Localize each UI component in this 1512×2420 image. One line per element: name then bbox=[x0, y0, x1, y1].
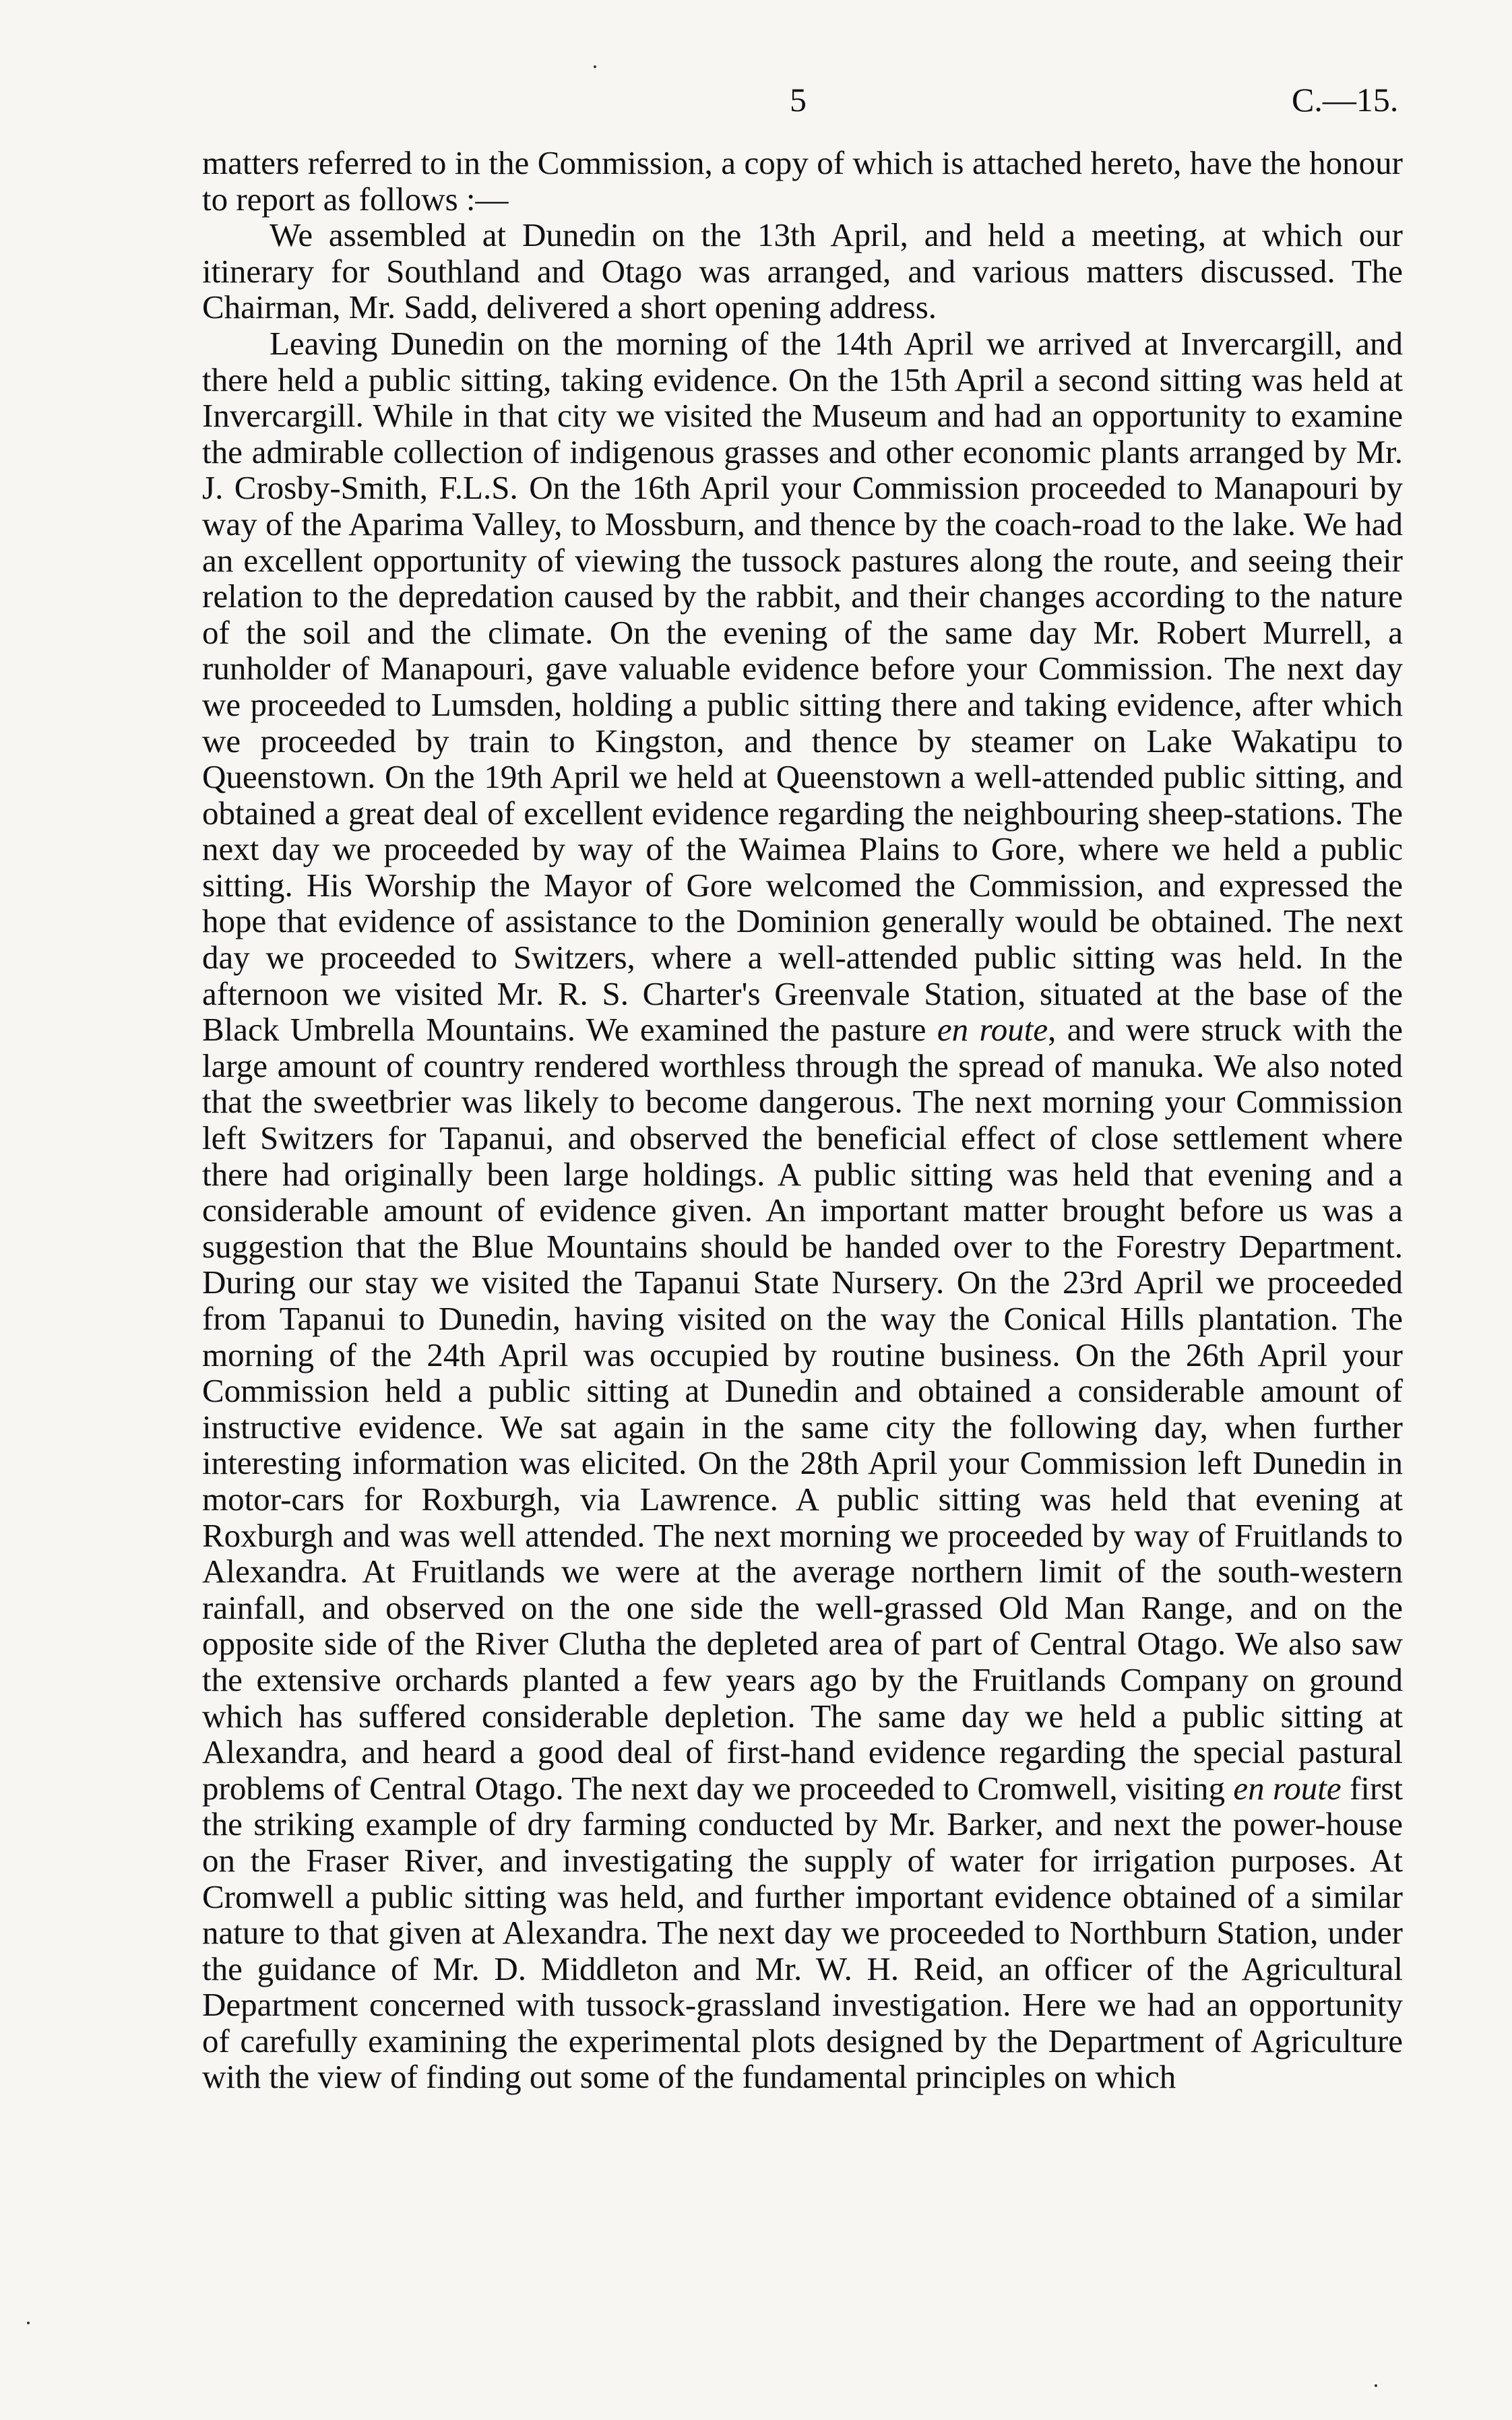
paragraph-assembly: We assembled at Dunedin on the 13th April, and held a meeting, at which our itinerary for Southland and Otago was arranged, and various matters discussed. The Chairman, Mr. Sadd, delivered a short opening address. bbox=[202, 216, 1403, 326]
paragraph-itinerary bbox=[202, 325, 1403, 2095]
scan-speck bbox=[594, 65, 596, 68]
report-body bbox=[202, 145, 1403, 2095]
document-reference: C.—15. bbox=[1292, 81, 1399, 119]
paragraph-intro: matters referred to in the Commission, a copy of which is attached hereto, have the honour to report as follows :— bbox=[202, 144, 1403, 218]
itinerary-text-part-3: first the striking example of dry farming conducted by Mr. Barker, and next the power-house on the Fraser River, and investigating the supply of water for irrigation purposes. At Cromwell a public sitting was held, and further important evidence obtained of a similar nature to that given at Alexandra. The next day we proceeded to Northburn Station, under the guidance of Mr. D. Middleton and Mr. W. H. Reid, an officer of the Agricultural Department concerned with tussock-grassland investigation. Here we had an opportunity of carefully examining the experimental plots designed by the Department of Agriculture with the view of finding out some of the fundamental principles on which bbox=[202, 1769, 1404, 2096]
itinerary-italic-en-route-1: en route bbox=[937, 1011, 1048, 1049]
scan-speck bbox=[27, 2322, 30, 2324]
page-number: 5 bbox=[790, 81, 807, 119]
itinerary-text-part-1: Leaving Dunedin on the morning of the 14th April we arrived at Invercargill, and there held a public sitting, taking evidence. On the 15th April a second sitting was held at Invercargill. While in that city we visited the Museum and had an opportunity to examine the admirable collection of indigenous grasses and other economic plants arranged by Mr. J. Crosby-Smith, F.L.S. On the 16th April your Commission proceeded to Manapouri by way of the Aparima Valley, to Mossburn, and thence by the coach-road to the lake. We had an excellent opportunity of viewing the tussock pastures along the route, and seeing their relation to the depredation caused by the rabbit, and their changes according to the nature of the soil and the climate. On the evening of the same day Mr. Robert Murrell, a runholder of Manapouri, gave valuable evidence before your Commission. The next day we proceeded to Lumsden, holding a public sitting there and taking evidence, after which we proceeded by train to Kingston, and thence by steamer on Lake Wakatipu to Queenstown. On the 19th April we held at Queenstown a well-attended public sitting, and obtained a great deal of excellent evidence regarding the neighbouring sheep-stations. The next day we proceeded by way of the Waimea Plains to Gore, where we held a public sitting. His Worship the Mayor of Gore welcomed the Commission, and expressed the hope that evidence of assistance to the Dominion generally would be obtained. The next day we proceeded to Switzers, where a well-attended public sitting was held. In the afternoon we visited Mr. R. S. Charter's Greenvale Station, situated at the base of the Black Umbrella Mountains. We examined the pasture bbox=[202, 324, 1403, 1049]
itinerary-italic-en-route-2: en route bbox=[1233, 1769, 1342, 1807]
scan-speck bbox=[1375, 2384, 1377, 2387]
itinerary-text-part-2: , and were struck with the large amount of country rendered worthless through the spread of manuka. We also noted that the sweetbrier was likely to become dangerous. The next morning your Commission left Switzers for Tapanui, and observed the beneficial effect of close settlement where there had originally been large holdings. A public sitting was held that evening and a considerable amount of evidence given. An important matter brought before us was a suggestion that the Blue Mountains should be handed over to the Forestry Department. During our stay we visited the Tapanui State Nursery. On the 23rd April we proceeded from Tapanui to Dunedin, having visited on the way the Conical Hills plantation. The morning of the 24th April was occupied by routine business. On the 26th April your Commission held a public sitting at Dunedin and obtained a considerable amount of instructive evidence. We sat again in the same city the following day, when further interesting information was elicited. On the 28th April your Commission left Dunedin in motor-cars for Roxburgh, via Lawrence. A public sitting was held that evening at Roxburgh and was well attended. The next morning we proceeded by way of Fruitlands to Alexandra. At Fruitlands we were at the average northern limit of the south-western rainfall, and observed on the one side the well-grassed Old Man Range, and on the opposite side of the River Clutha the depleted area of part of Central Otago. We also saw the extensive orchards planted a few years ago by the Fruitlands Company on ground which has suffered considerable depletion. The same day we held a public sitting at Alexandra, and heard a good deal of first-hand evidence regarding the special pastural problems of Central Otago. The next day we proceeded to Cromwell, visiting bbox=[202, 1011, 1403, 1807]
